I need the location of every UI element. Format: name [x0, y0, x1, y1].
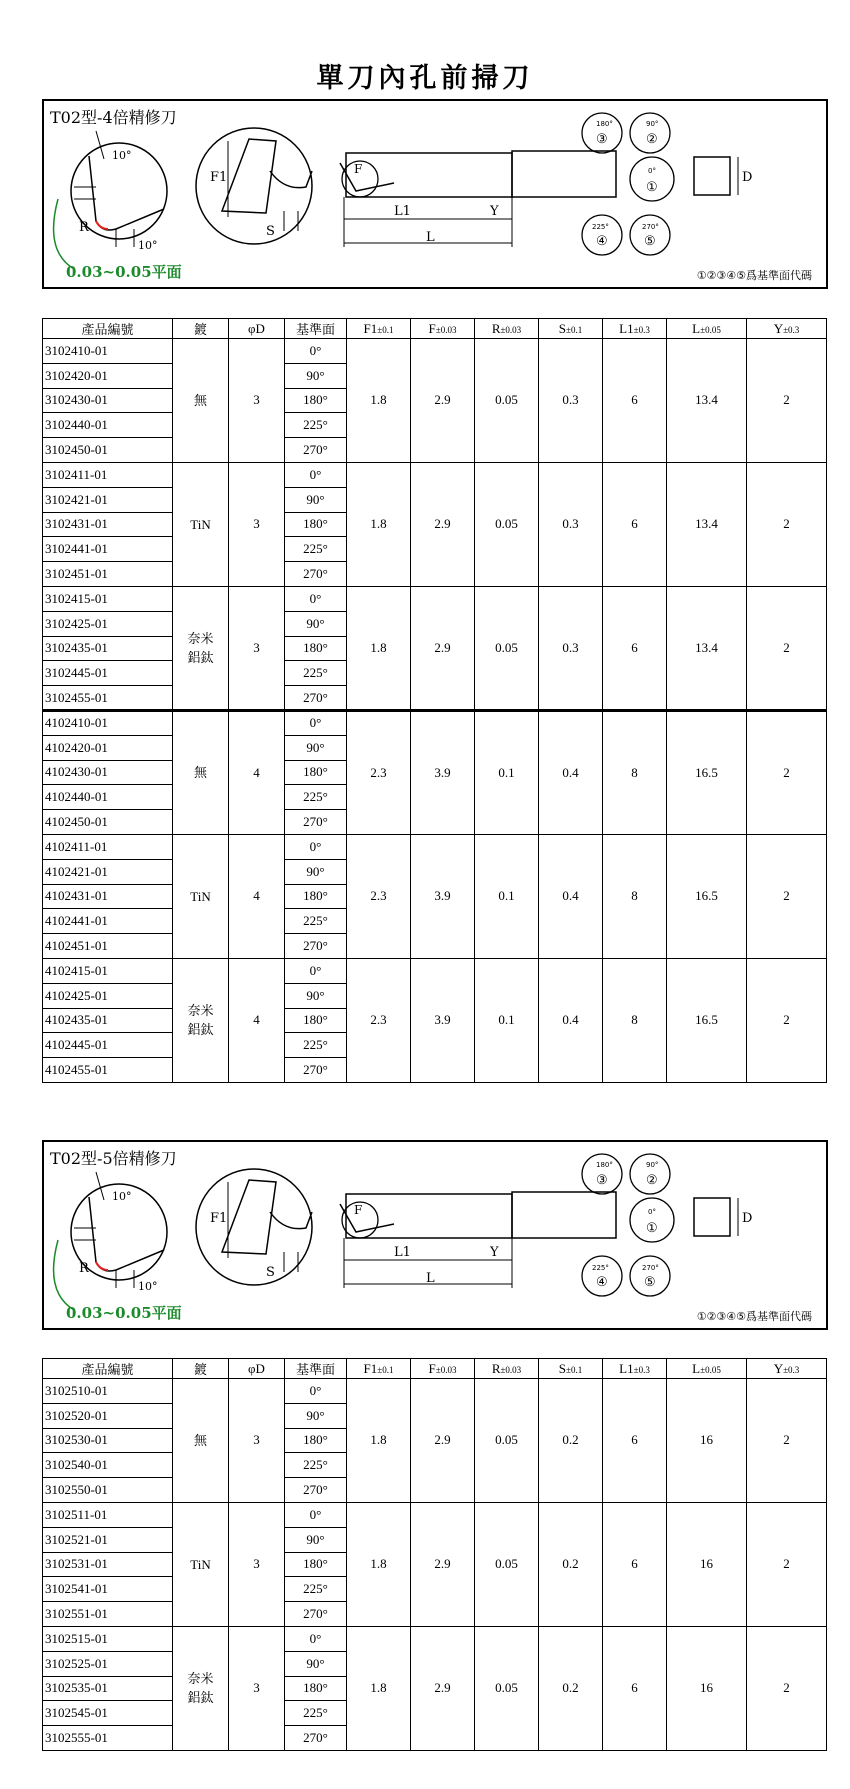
column-header: S±0.1: [539, 319, 603, 339]
table-row: [43, 710, 827, 735]
r-cell: 0.05: [475, 1626, 539, 1750]
reference-face-cell: 270°: [285, 1478, 347, 1503]
spec-table-4x: [42, 318, 827, 1083]
table-row: [43, 1626, 827, 1651]
y-cell: 2: [747, 339, 827, 463]
r-cell: 0.1: [475, 834, 539, 958]
diameter-cell: 3: [229, 462, 285, 586]
product-code: 3102541-01: [43, 1577, 173, 1602]
product-code: 3102451-01: [43, 562, 173, 587]
reference-face-cell: 180°: [285, 512, 347, 537]
f-cell: 2.9: [411, 462, 475, 586]
product-code: 4102435-01: [43, 1008, 173, 1033]
svg-text:⑤: ⑤: [644, 1275, 656, 1290]
column-header: L±0.05: [667, 319, 747, 339]
y-cell: 2: [747, 1379, 827, 1503]
product-code: 4102450-01: [43, 810, 173, 835]
coating-cell: 奈米 鋁鈦: [173, 586, 229, 710]
f1-cell: 1.8: [347, 586, 411, 710]
l1-cell: 6: [603, 1626, 667, 1750]
product-code: 3102520-01: [43, 1403, 173, 1428]
product-code: 3102540-01: [43, 1453, 173, 1478]
y-cell: 2: [747, 834, 827, 958]
product-code: 4102410-01: [43, 710, 173, 735]
reference-face-cell: 180°: [285, 388, 347, 413]
f1-cell: 1.8: [347, 339, 411, 463]
l-cell: 16: [667, 1502, 747, 1626]
product-code: 3102545-01: [43, 1701, 173, 1726]
s-cell: 0.2: [539, 1626, 603, 1750]
l-cell: 16.5: [667, 834, 747, 958]
s-cell: 0.3: [539, 462, 603, 586]
angle-label-top: 10°: [112, 1190, 132, 1203]
svg-text:270°: 270°: [642, 1264, 659, 1272]
f1-cell: 1.8: [347, 1379, 411, 1503]
f-cell: 3.9: [411, 834, 475, 958]
reference-face-cell: 90°: [285, 611, 347, 636]
r-cell: 0.1: [475, 710, 539, 834]
reference-face-cell: 90°: [285, 1527, 347, 1552]
tool-drawing: [44, 1142, 830, 1328]
angle-label-bottom: 10°: [138, 239, 158, 252]
reference-face-cell: 180°: [285, 636, 347, 661]
product-code: 3102441-01: [43, 537, 173, 562]
column-header: 產品編號: [43, 1359, 173, 1379]
s-cell: 0.4: [539, 710, 603, 834]
l1-cell: 6: [603, 462, 667, 586]
table-row: [43, 834, 827, 859]
product-code: 4102451-01: [43, 934, 173, 959]
reference-face-cell: 270°: [285, 1726, 347, 1751]
reference-face-cell: 0°: [285, 710, 347, 735]
r-cell: 0.1: [475, 958, 539, 1082]
product-code: 4102455-01: [43, 1058, 173, 1083]
f1-cell: 2.3: [347, 958, 411, 1082]
diameter-cell: 3: [229, 1502, 285, 1626]
flat-note: 0.03~0.05平面: [66, 1304, 182, 1322]
product-code: 4102430-01: [43, 760, 173, 785]
reference-face-cell: 270°: [285, 1602, 347, 1627]
y-label: Y: [490, 1245, 499, 1260]
svg-text:180°: 180°: [596, 120, 613, 128]
f-label: F: [354, 1203, 363, 1217]
l-cell: 16: [667, 1626, 747, 1750]
f1-cell: 2.3: [347, 710, 411, 834]
svg-text:225°: 225°: [592, 223, 609, 231]
product-code: 3102530-01: [43, 1428, 173, 1453]
legend-text: ①②③④⑤爲基準面代碼: [696, 1310, 812, 1323]
l-cell: 13.4: [667, 339, 747, 463]
spec-table-5x: [42, 1358, 827, 1751]
l1-cell: 6: [603, 339, 667, 463]
f-cell: 2.9: [411, 1502, 475, 1626]
product-code: 3102515-01: [43, 1626, 173, 1651]
svg-text:0°: 0°: [648, 1208, 656, 1216]
l-cell: 13.4: [667, 586, 747, 710]
table-header: [43, 319, 827, 339]
legend-text: ①②③④⑤爲基準面代碼: [696, 269, 812, 282]
diagram-label: T02型-4倍精修刀: [50, 108, 177, 127]
product-code: 3102550-01: [43, 1478, 173, 1503]
tool-drawing: [44, 101, 830, 287]
column-header: S±0.1: [539, 1359, 603, 1379]
d-label: D: [742, 170, 753, 185]
svg-text:①: ①: [646, 180, 658, 195]
reference-face-cell: 180°: [285, 1552, 347, 1577]
table-row: [43, 586, 827, 611]
coating-cell: TiN: [173, 834, 229, 958]
product-code: 3102411-01: [43, 462, 173, 487]
coating-cell: TiN: [173, 462, 229, 586]
s-cell: 0.3: [539, 339, 603, 463]
r-cell: 0.05: [475, 1379, 539, 1503]
r-cell: 0.05: [475, 1502, 539, 1626]
s-label: S: [266, 1265, 275, 1280]
product-code: 3102435-01: [43, 636, 173, 661]
tool-diagram-2: [42, 1140, 828, 1330]
s-label: S: [266, 224, 275, 239]
l-cell: 16.5: [667, 710, 747, 834]
column-header: 鍍: [173, 1359, 229, 1379]
f-cell: 3.9: [411, 710, 475, 834]
column-header: F±0.03: [411, 319, 475, 339]
column-header: 基準面: [285, 1359, 347, 1379]
l1-cell: 6: [603, 1502, 667, 1626]
product-code: 3102510-01: [43, 1379, 173, 1404]
reference-face-cell: 225°: [285, 661, 347, 686]
reference-face-cell: 180°: [285, 1676, 347, 1701]
svg-text:225°: 225°: [592, 1264, 609, 1272]
product-code: 3102445-01: [43, 661, 173, 686]
table-row: [43, 462, 827, 487]
svg-text:③: ③: [596, 1173, 608, 1188]
l-cell: 16.5: [667, 958, 747, 1082]
reference-face-cell: 225°: [285, 413, 347, 438]
product-code: 3102430-01: [43, 388, 173, 413]
product-code: 3102415-01: [43, 586, 173, 611]
f-cell: 2.9: [411, 1626, 475, 1750]
l-cell: 13.4: [667, 462, 747, 586]
reference-face-cell: 270°: [285, 934, 347, 959]
svg-text:90°: 90°: [646, 1161, 659, 1169]
reference-face-cell: 90°: [285, 983, 347, 1008]
l1-label: L1: [394, 1245, 411, 1260]
l-cell: 16: [667, 1379, 747, 1503]
product-code: 4102415-01: [43, 958, 173, 983]
reference-face-cell: 0°: [285, 834, 347, 859]
column-header: Y±0.3: [747, 1359, 827, 1379]
product-code: 3102431-01: [43, 512, 173, 537]
reference-face-cell: 90°: [285, 859, 347, 884]
product-code: 3102535-01: [43, 1676, 173, 1701]
s-cell: 0.4: [539, 834, 603, 958]
coating-cell: 無: [173, 710, 229, 834]
column-header: 基準面: [285, 319, 347, 339]
diameter-cell: 3: [229, 1626, 285, 1750]
reference-face-cell: 225°: [285, 1453, 347, 1478]
column-header: L1±0.3: [603, 1359, 667, 1379]
f-label: F: [354, 162, 363, 176]
reference-face-cell: 0°: [285, 1626, 347, 1651]
column-header: F1±0.1: [347, 1359, 411, 1379]
coating-cell: TiN: [173, 1502, 229, 1626]
product-code: 3102450-01: [43, 438, 173, 463]
reference-face-cell: 90°: [285, 363, 347, 388]
l-label: L: [426, 230, 435, 245]
f1-cell: 1.8: [347, 1502, 411, 1626]
l-label: L: [426, 1271, 435, 1286]
reference-face-cell: 0°: [285, 586, 347, 611]
reference-face-cell: 0°: [285, 1379, 347, 1404]
diameter-cell: 3: [229, 339, 285, 463]
column-header: F±0.03: [411, 1359, 475, 1379]
product-code: 3102455-01: [43, 686, 173, 711]
reference-face-cell: 0°: [285, 958, 347, 983]
s-cell: 0.2: [539, 1502, 603, 1626]
svg-text:②: ②: [646, 1173, 658, 1188]
product-code: 4102445-01: [43, 1033, 173, 1058]
f1-cell: 1.8: [347, 462, 411, 586]
product-code: 4102441-01: [43, 909, 173, 934]
reference-face-cell: 225°: [285, 1577, 347, 1602]
column-header: 產品編號: [43, 319, 173, 339]
reference-face-cell: 0°: [285, 339, 347, 364]
page-title: 單刀內孔前掃刀: [316, 63, 534, 94]
f1-cell: 1.8: [347, 1626, 411, 1750]
product-code: 3102521-01: [43, 1527, 173, 1552]
reference-face-cell: 270°: [285, 562, 347, 587]
product-code: 3102511-01: [43, 1502, 173, 1527]
product-code: 3102410-01: [43, 339, 173, 364]
column-header: φD: [229, 319, 285, 339]
r-cell: 0.05: [475, 462, 539, 586]
angle-label-bottom: 10°: [138, 1280, 158, 1293]
column-header: Y±0.3: [747, 319, 827, 339]
y-label: Y: [490, 204, 499, 219]
diameter-cell: 4: [229, 958, 285, 1082]
f-cell: 2.9: [411, 339, 475, 463]
reference-face-cell: 180°: [285, 884, 347, 909]
svg-text:④: ④: [596, 1275, 608, 1290]
position-icons: [582, 113, 670, 255]
reference-face-cell: 180°: [285, 1428, 347, 1453]
column-header: φD: [229, 1359, 285, 1379]
f1-label: F1: [210, 170, 228, 185]
f-cell: 3.9: [411, 958, 475, 1082]
column-header: 鍍: [173, 319, 229, 339]
product-code: 3102525-01: [43, 1651, 173, 1676]
diameter-cell: 3: [229, 1379, 285, 1503]
s-cell: 0.3: [539, 586, 603, 710]
product-code: 4102411-01: [43, 834, 173, 859]
tool-diagram-1: [42, 99, 828, 289]
svg-text:①: ①: [646, 1221, 658, 1236]
f1-cell: 2.3: [347, 834, 411, 958]
table-row: [43, 958, 827, 983]
y-cell: 2: [747, 462, 827, 586]
svg-text:180°: 180°: [596, 1161, 613, 1169]
table-header: [43, 1359, 827, 1379]
column-header: R±0.03: [475, 1359, 539, 1379]
reference-face-cell: 90°: [285, 735, 347, 760]
reference-face-cell: 225°: [285, 537, 347, 562]
y-cell: 2: [747, 710, 827, 834]
reference-face-cell: 225°: [285, 785, 347, 810]
angle-label-top: 10°: [112, 149, 132, 162]
reference-face-cell: 0°: [285, 1502, 347, 1527]
l1-cell: 8: [603, 710, 667, 834]
flat-note: 0.03~0.05平面: [66, 263, 182, 281]
product-code: 3102531-01: [43, 1552, 173, 1577]
product-code: 4102420-01: [43, 735, 173, 760]
coating-cell: 奈米 鋁鈦: [173, 1626, 229, 1750]
reference-face-cell: 270°: [285, 1058, 347, 1083]
d-label: D: [742, 1211, 753, 1226]
table-row: [43, 339, 827, 364]
column-header: R±0.03: [475, 319, 539, 339]
reference-face-cell: 90°: [285, 1403, 347, 1428]
r-cell: 0.05: [475, 339, 539, 463]
s-cell: 0.2: [539, 1379, 603, 1503]
product-code: 3102551-01: [43, 1602, 173, 1627]
reference-face-cell: 180°: [285, 1008, 347, 1033]
y-cell: 2: [747, 1502, 827, 1626]
diagram-label: T02型-5倍精修刀: [50, 1149, 177, 1168]
reference-face-cell: 270°: [285, 686, 347, 711]
svg-text:④: ④: [596, 234, 608, 249]
column-header: F1±0.1: [347, 319, 411, 339]
diameter-cell: 4: [229, 710, 285, 834]
l1-cell: 6: [603, 1379, 667, 1503]
svg-text:③: ③: [596, 132, 608, 147]
product-code: 3102421-01: [43, 487, 173, 512]
diameter-cell: 4: [229, 834, 285, 958]
coating-cell: 奈米 鋁鈦: [173, 958, 229, 1082]
f-cell: 2.9: [411, 1379, 475, 1503]
product-code: 3102440-01: [43, 413, 173, 438]
y-cell: 2: [747, 586, 827, 710]
svg-text:90°: 90°: [646, 120, 659, 128]
reference-face-cell: 225°: [285, 1701, 347, 1726]
reference-face-cell: 0°: [285, 462, 347, 487]
reference-face-cell: 225°: [285, 909, 347, 934]
table-row: [43, 1502, 827, 1527]
table-row: [43, 1379, 827, 1404]
column-header: L1±0.3: [603, 319, 667, 339]
reference-face-cell: 270°: [285, 810, 347, 835]
product-code: 4102431-01: [43, 884, 173, 909]
l1-label: L1: [394, 204, 411, 219]
coating-cell: 無: [173, 339, 229, 463]
radius-label: R: [79, 220, 89, 235]
reference-face-cell: 90°: [285, 487, 347, 512]
svg-text:②: ②: [646, 132, 658, 147]
product-code: 3102425-01: [43, 611, 173, 636]
svg-text:0°: 0°: [648, 167, 656, 175]
y-cell: 2: [747, 1626, 827, 1750]
radius-label: R: [79, 1261, 89, 1276]
product-code: 3102420-01: [43, 363, 173, 388]
svg-text:270°: 270°: [642, 223, 659, 231]
reference-face-cell: 90°: [285, 1651, 347, 1676]
y-cell: 2: [747, 958, 827, 1082]
reference-face-cell: 225°: [285, 1033, 347, 1058]
s-cell: 0.4: [539, 958, 603, 1082]
position-icons: [582, 1154, 670, 1296]
reference-face-cell: 180°: [285, 760, 347, 785]
l1-cell: 8: [603, 958, 667, 1082]
l1-cell: 8: [603, 834, 667, 958]
f1-label: F1: [210, 1211, 228, 1226]
column-header: L±0.05: [667, 1359, 747, 1379]
r-cell: 0.05: [475, 586, 539, 710]
svg-text:⑤: ⑤: [644, 234, 656, 249]
f-cell: 2.9: [411, 586, 475, 710]
l1-cell: 6: [603, 586, 667, 710]
reference-face-cell: 270°: [285, 438, 347, 463]
product-code: 4102425-01: [43, 983, 173, 1008]
coating-cell: 無: [173, 1379, 229, 1503]
product-code: 4102440-01: [43, 785, 173, 810]
product-code: 4102421-01: [43, 859, 173, 884]
product-code: 3102555-01: [43, 1726, 173, 1751]
diameter-cell: 3: [229, 586, 285, 710]
